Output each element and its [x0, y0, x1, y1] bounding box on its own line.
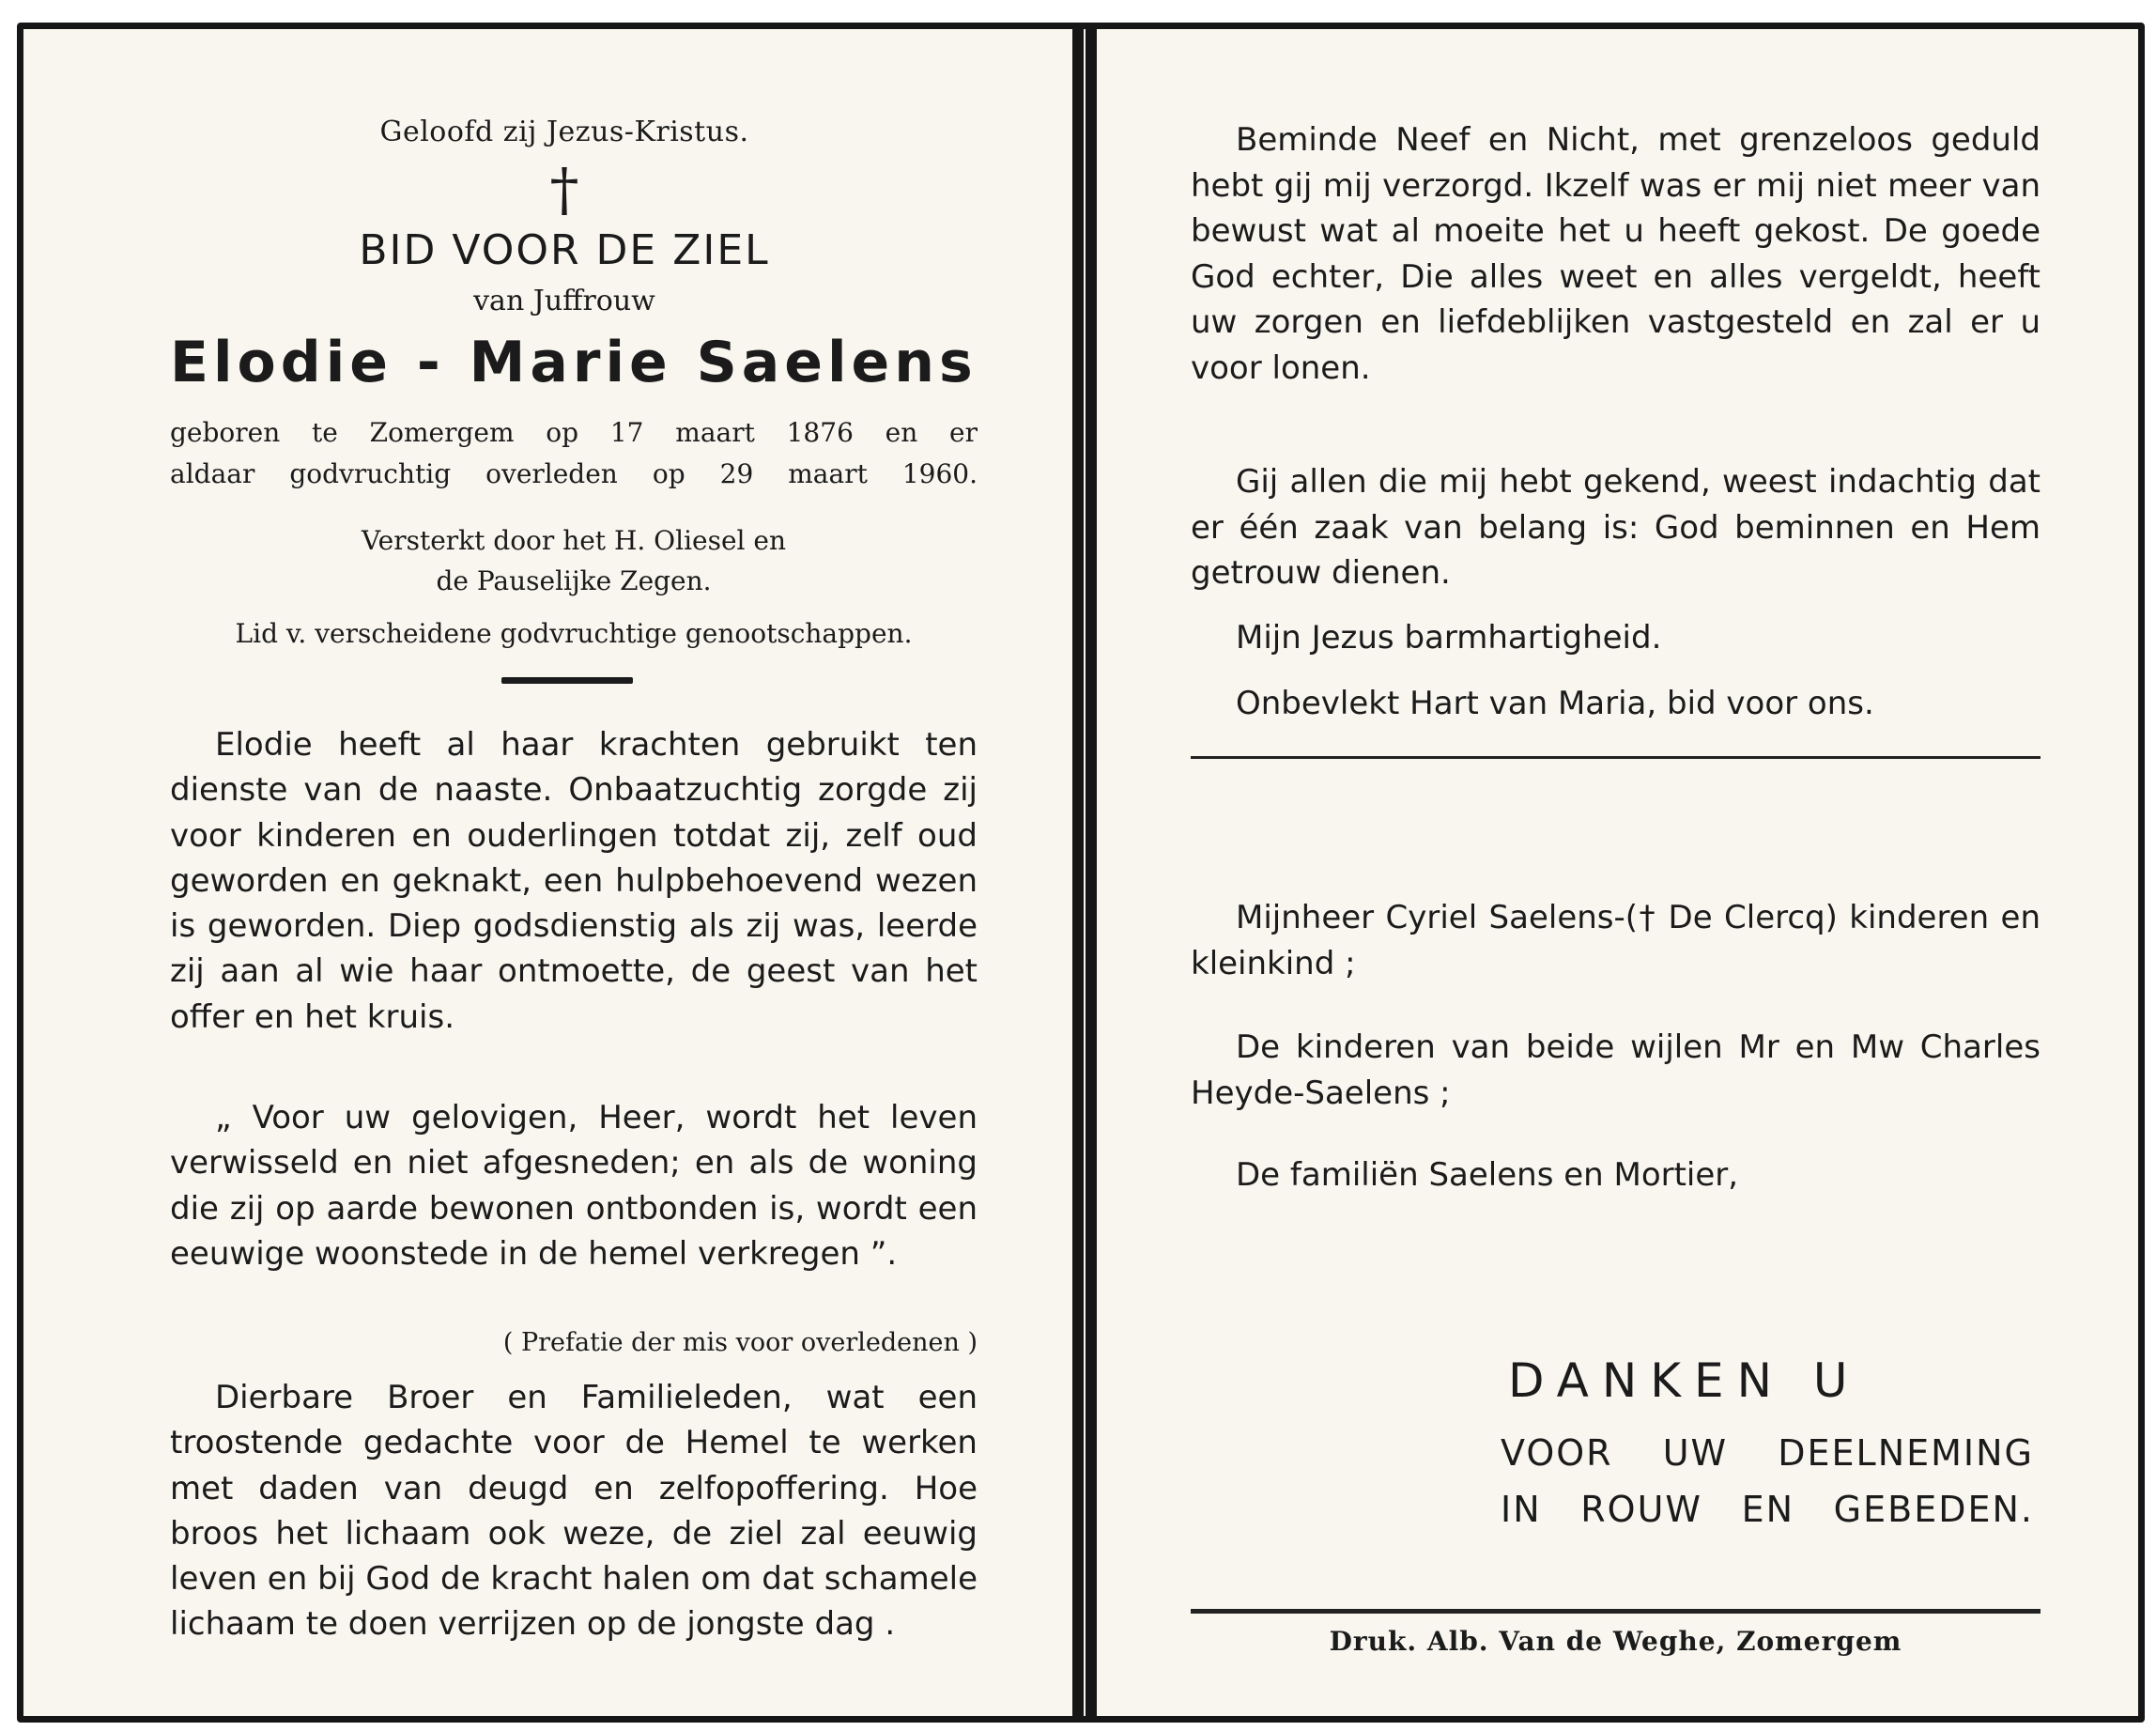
prefatie-quote: „ Voor uw gelovigen, Heer, wordt het leven verwisseld en niet afgesneden; en als de woning die zij op aarde bewonen ontbonden is, wordt een eeuwige woonstede in de hemel verkregen ”. — [170, 1099, 978, 1273]
left-panel — [151, 29, 978, 1716]
card-fold — [1069, 29, 1101, 1716]
thanks-sub — [1501, 1425, 2034, 1538]
sacrament-line-1: Versterkt door het H. Oliesel en — [361, 525, 787, 556]
right-panel — [1191, 29, 2040, 1716]
birth-line: geboren te Zomergem op 17 maart 1876 en er — [170, 417, 978, 448]
membership-line: Lid v. verscheidene godvruchtige genootschappen. — [235, 618, 913, 649]
sacraments — [170, 520, 978, 601]
paragraph-family: Dierbare Broer en Familieleden, wat een troostende gedachte voor de Hemel te werken met daden van deugd en zelfopoffering. Hoe broos het lichaam ook weze, de ziel zal eeuwig leven en bij God de kracht halen om dat schamele lichaam te doen verrijzen op de jongste dag . — [170, 1379, 978, 1644]
deceased-name: Elodie - Marie Saelens — [170, 330, 978, 395]
van-juffrouw: van Juffrouw — [473, 285, 655, 317]
footer-rule — [1191, 1609, 2040, 1614]
thanks-line-1: VOOR UW DEELNEMING — [1501, 1432, 2034, 1474]
paragraph-neef-nicht: Beminde Neef en Nicht, met grenzeloos geduld hebt gij mij verzorgd. Ikzelf was er mij niet meer van bewust wat al moeite het u heeft gekost. De goede God echter, Die alles weet en alles vergeldt, heeft uw zorgen en liefdeblijken vastgesteld en zal er u voor lonen. — [1191, 121, 2040, 387]
death-line: aldaar godvruchtig overleden op 29 maart 1960. — [170, 458, 978, 489]
paragraph-elodie: Elodie heeft al haar krachten gebruikt ten dienste van de naaste. Onbaatzuchtig zorgde zij voor kinderen en ouderlingen totdat zij, zelf oud geworden en geknakt, een hulpbehoevend wezen is geworden. Diep godsdienstig als zij was, leerde zij aan al wie haar ontmoette, de geest van het offer en het kruis. — [170, 726, 978, 1036]
thanks-line-2: IN ROUW EN GEBEDEN. — [1501, 1489, 2034, 1530]
bid-title: BID VOOR DE ZIEL — [359, 226, 770, 274]
divider-rule — [1191, 756, 2040, 759]
prayer-jezus: Mijn Jezus barmhartigheid. — [1236, 619, 1662, 657]
memorial-card — [17, 23, 2145, 1723]
thanks-heading: DANKEN U — [1508, 1353, 1861, 1408]
header-line: Geloofd zij Jezus-Kristus. — [379, 116, 749, 148]
family-cyriel: Mijnheer Cyriel Saelens-(† De Clercq) kinderen en kleinkind ; — [1191, 899, 2040, 982]
cross-icon: † — [549, 155, 579, 224]
family-mortier: De familiën Saelens en Mortier, — [1236, 1156, 1739, 1194]
paragraph-gij-allen: Gij allen die mij hebt gekend, weest indachtig dat er één zaak van belang is: God beminnen en Hem getrouw dienen. — [1191, 463, 2040, 592]
quote-source: ( Prefatie der mis voor overledenen ) — [502, 1328, 978, 1357]
family-heyde: De kinderen van beide wijlen Mr en Mw Charles Heyde-Saelens ; — [1191, 1028, 2040, 1112]
printer-credit: Druk. Alb. Van de Weghe, Zomergem — [1329, 1626, 1902, 1657]
divider — [501, 677, 633, 684]
birth-death-info — [170, 412, 978, 495]
sacrament-line-2: de Pauselijke Zegen. — [436, 565, 712, 596]
prayer-maria: Onbevlekt Hart van Maria, bid voor ons. — [1236, 685, 1874, 722]
